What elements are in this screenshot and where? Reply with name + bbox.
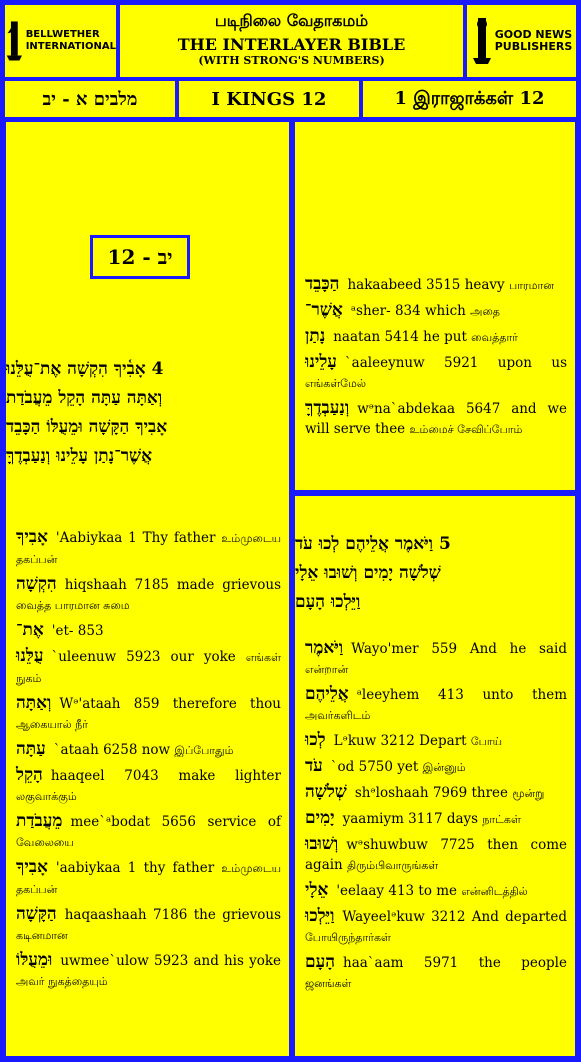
ref-tamil: 1 இராஜாக்கள் 12: [361, 79, 578, 119]
word-definition: wᵊshuwbuw 7725 then come again: [305, 837, 567, 873]
right-top-word-list: [295, 274, 575, 444]
subtitle: (WITH STRONG'S NUMBERS): [198, 54, 385, 67]
tamil-gloss: நாட்கள்: [482, 813, 521, 826]
good-news-icon: [471, 16, 493, 66]
tamil-gloss: எங்கள்மேல்: [305, 377, 366, 390]
right-bottom-column: [292, 493, 578, 1059]
verse-4-line: וְאַתָּה עַתָּה הָקֵל מֵעֲבֹדַת: [6, 388, 163, 408]
tamil-gloss: அதை: [470, 305, 500, 318]
list-item: [295, 906, 575, 948]
hebrew-word: וַיֹּאמֶר: [305, 638, 344, 658]
hebrew-word: וַיֵּלְכוּ: [305, 906, 335, 926]
good-news-line1: GOOD NEWS: [494, 28, 573, 41]
hebrew-word: שְׁלֹשָׁה: [305, 782, 347, 802]
hebrew-word: הָעָם: [305, 952, 336, 972]
word-definition: haqaashaah 7186 the grievous: [64, 907, 281, 923]
word-definition: mee`ᵃbodat 5656 service of: [70, 814, 281, 830]
verse-4: [6, 355, 289, 471]
word-definition: `ataah 6258 now: [53, 742, 171, 758]
verse-5-line: שְׁלֹשָׁה יָמִים וְשׁוּבוּ אֵלָי: [295, 563, 441, 583]
hebrew-word: נָתַן: [305, 326, 326, 346]
list-item: [295, 808, 575, 830]
hebrew-word: הַכָּבֵד: [305, 274, 340, 294]
list-item: [6, 646, 289, 689]
hebrew-word: יָמִים: [305, 808, 335, 828]
tamil-gloss: பாரமான: [508, 279, 554, 292]
hebrew-word: עֻלֵּנוּ: [16, 646, 44, 666]
left-column: [3, 119, 292, 1059]
tamil-gloss: உம்மைச் சேவிப்போம்: [409, 423, 523, 436]
list-item: [295, 398, 575, 440]
word-definition: haaqeel 7043 make lighter: [50, 768, 281, 784]
word-definition: naatan 5414 he put: [333, 329, 467, 345]
list-item: [6, 574, 289, 616]
verse-4-line: אֲשֶׁר־נָתַן עָלֵינוּ וְנַעַבְדֶךָּ: [6, 446, 153, 466]
list-item: [295, 952, 575, 994]
word-definition: `od 5750 yet: [330, 759, 419, 775]
good-news-line2: PUBLISHERS: [494, 40, 573, 53]
word-definition: hiqshaah 7185 made grievous: [64, 577, 281, 593]
list-item: [295, 880, 575, 902]
tamil-gloss: வைத்தார்: [471, 331, 518, 344]
tamil-gloss: ஆகையால் நீர்: [16, 718, 88, 731]
word-definition: hakaabeed 3515 heavy: [347, 277, 505, 293]
list-item: [295, 782, 575, 804]
hebrew-word: וְאַתָּה: [16, 693, 52, 713]
word-definition: shᵊloshaah 7969 three: [354, 785, 509, 801]
tamil-gloss: இன்னும்: [422, 761, 466, 774]
tamil-gloss: வேலையை: [16, 836, 74, 849]
word-definition: 'aabiykaa 1 thy father: [55, 860, 215, 876]
hebrew-word: וְנַעַבְדֶךָּ: [305, 398, 350, 418]
tamil-gloss: உம்முடைய தகப்பன்: [16, 532, 281, 566]
list-item: [295, 638, 575, 680]
list-item: [295, 730, 575, 752]
hebrew-word: אֲלֵיהֶם: [305, 684, 349, 704]
bellwether-line2: INTERNATIONAL: [25, 41, 116, 52]
tamil-gloss: இப்போதும்: [174, 744, 234, 757]
list-item: [295, 834, 575, 876]
word-definition: ᵃleeyhem 413 unto them: [356, 687, 567, 703]
hebrew-word: הִקְשָׁה: [16, 574, 57, 594]
hebrew-word: אָבִיךָ: [16, 527, 48, 547]
tamil-gloss: எங்கள் நுகம்: [16, 651, 281, 685]
verse-4-line: אָבִיךָ הַקָּשָׁה וּמֵעֻלּוֹ הַכָּבֵד: [6, 417, 168, 437]
hebrew-word: הָקֵל: [16, 765, 43, 785]
verse-5-line: 5 וַיֹּאמֶר אֲלֵיהֶם לְכוּ עֹד: [295, 534, 451, 554]
hebrew-word: הַקָּשָׁה: [16, 904, 57, 924]
verse-5-line: וַיֵּלְכוּ הָעָם: [295, 592, 361, 612]
tamil-gloss: உம்முடைய தகப்பன்: [16, 862, 281, 896]
word-definition: Wayo'mer 559 And he said: [351, 641, 567, 657]
list-item: [6, 904, 289, 946]
tamil-gloss: என்றான்: [305, 663, 349, 676]
tamil-gloss: லகுவாக்கும்: [16, 790, 77, 803]
tamil-gloss: என்னிடத்தில்: [461, 885, 528, 898]
ref-english: I KINGS 12: [177, 79, 361, 119]
hebrew-word: וְשׁוּבוּ: [305, 834, 339, 854]
tamil-gloss: வைத்த பாரமான சுமை: [16, 599, 130, 612]
word-definition: wᵊna`abdekaa 5647 and we will serve thee: [305, 401, 567, 437]
list-item: [295, 300, 575, 322]
word-definition: uwmee`ulow 5923 and his yoke: [60, 953, 281, 969]
list-item: [6, 950, 289, 992]
tamil-gloss: திரும்பிவாருங்கள்: [347, 859, 439, 872]
hebrew-word: לְכוּ: [305, 730, 326, 750]
list-item: [295, 756, 575, 778]
title-block: [118, 3, 465, 79]
title-tamil: படிநிலை வேதாகமம்: [214, 11, 369, 30]
list-item: [6, 739, 289, 761]
verse-5: [295, 530, 575, 617]
list-item: [6, 857, 289, 900]
word-definition: yaamiym 3117 days: [342, 811, 479, 827]
word-definition: ᵃsher- 834 which: [350, 303, 466, 319]
word-definition: 'Aabiykaa 1 Thy father: [55, 530, 216, 546]
title-english: THE INTERLAYER BIBLE: [177, 35, 406, 54]
bellwether-line1: BELLWETHER: [25, 29, 100, 40]
hebrew-word: אֵלָי: [305, 880, 329, 900]
hebrew-word: עָלֵינוּ: [305, 352, 337, 372]
hebrew-word: אָבִיךָ: [16, 857, 48, 877]
word-definition: haa`aam 5971 the people: [343, 955, 567, 971]
hebrew-word: אֶת־: [16, 620, 44, 640]
tamil-gloss: மூன்று: [512, 787, 545, 800]
list-item: [6, 693, 289, 735]
list-item: [295, 684, 575, 726]
list-item: [295, 352, 575, 394]
list-item: [295, 326, 575, 348]
tamil-gloss: போய்: [470, 735, 503, 748]
word-definition: 'eelaay 413 to me: [336, 883, 458, 899]
verse-4-line: 4 אָבִ֫יךָ הִקְשָׁה אֶת־עֻלֵּנוּ: [6, 359, 164, 379]
word-definition: `aaleeynuw 5921 upon us: [344, 355, 567, 371]
tamil-gloss: அவர் நுகத்தையும்: [16, 975, 108, 988]
list-item: [6, 527, 289, 570]
ref-hebrew: מלבים א - יב: [3, 79, 177, 119]
word-definition: Wᵊ'ataah 859 therefore thou: [59, 696, 281, 712]
list-item: [295, 274, 575, 296]
tamil-gloss: அவர்களிடம்: [305, 709, 371, 722]
list-item: [6, 620, 289, 642]
right-bottom-word-list: [295, 638, 575, 998]
list-item: [6, 765, 289, 807]
right-top-column: [292, 119, 578, 493]
tamil-gloss: போயிருந்தார்கள்: [305, 931, 391, 944]
hebrew-word: עַתָּה: [16, 739, 46, 759]
hebrew-word: וּמֵעֻלּוֹ: [16, 950, 53, 970]
word-definition: `uleenuw 5923 our yoke: [51, 649, 236, 665]
word-definition: Wayeelᵊkuw 3212 And departed: [342, 909, 567, 925]
tamil-gloss: ஜனங்கள்: [305, 977, 352, 990]
tamil-gloss: கடினமான: [16, 929, 68, 942]
hebrew-word: מֵעֲבֹדַת: [16, 811, 63, 831]
bellwether-logo: [3, 3, 118, 79]
word-definition: Lᵊkuw 3212 Depart: [333, 733, 467, 749]
word-definition: 'et- 853: [51, 623, 104, 639]
list-item: [6, 811, 289, 853]
chapter-label: יב - 12: [90, 235, 190, 279]
good-news-logo: [465, 3, 578, 79]
hebrew-word: עֹד: [305, 756, 323, 776]
left-word-list: [6, 527, 289, 996]
bellwether-icon: [5, 16, 24, 66]
hebrew-word: אֲשֶׁר־: [305, 300, 343, 320]
